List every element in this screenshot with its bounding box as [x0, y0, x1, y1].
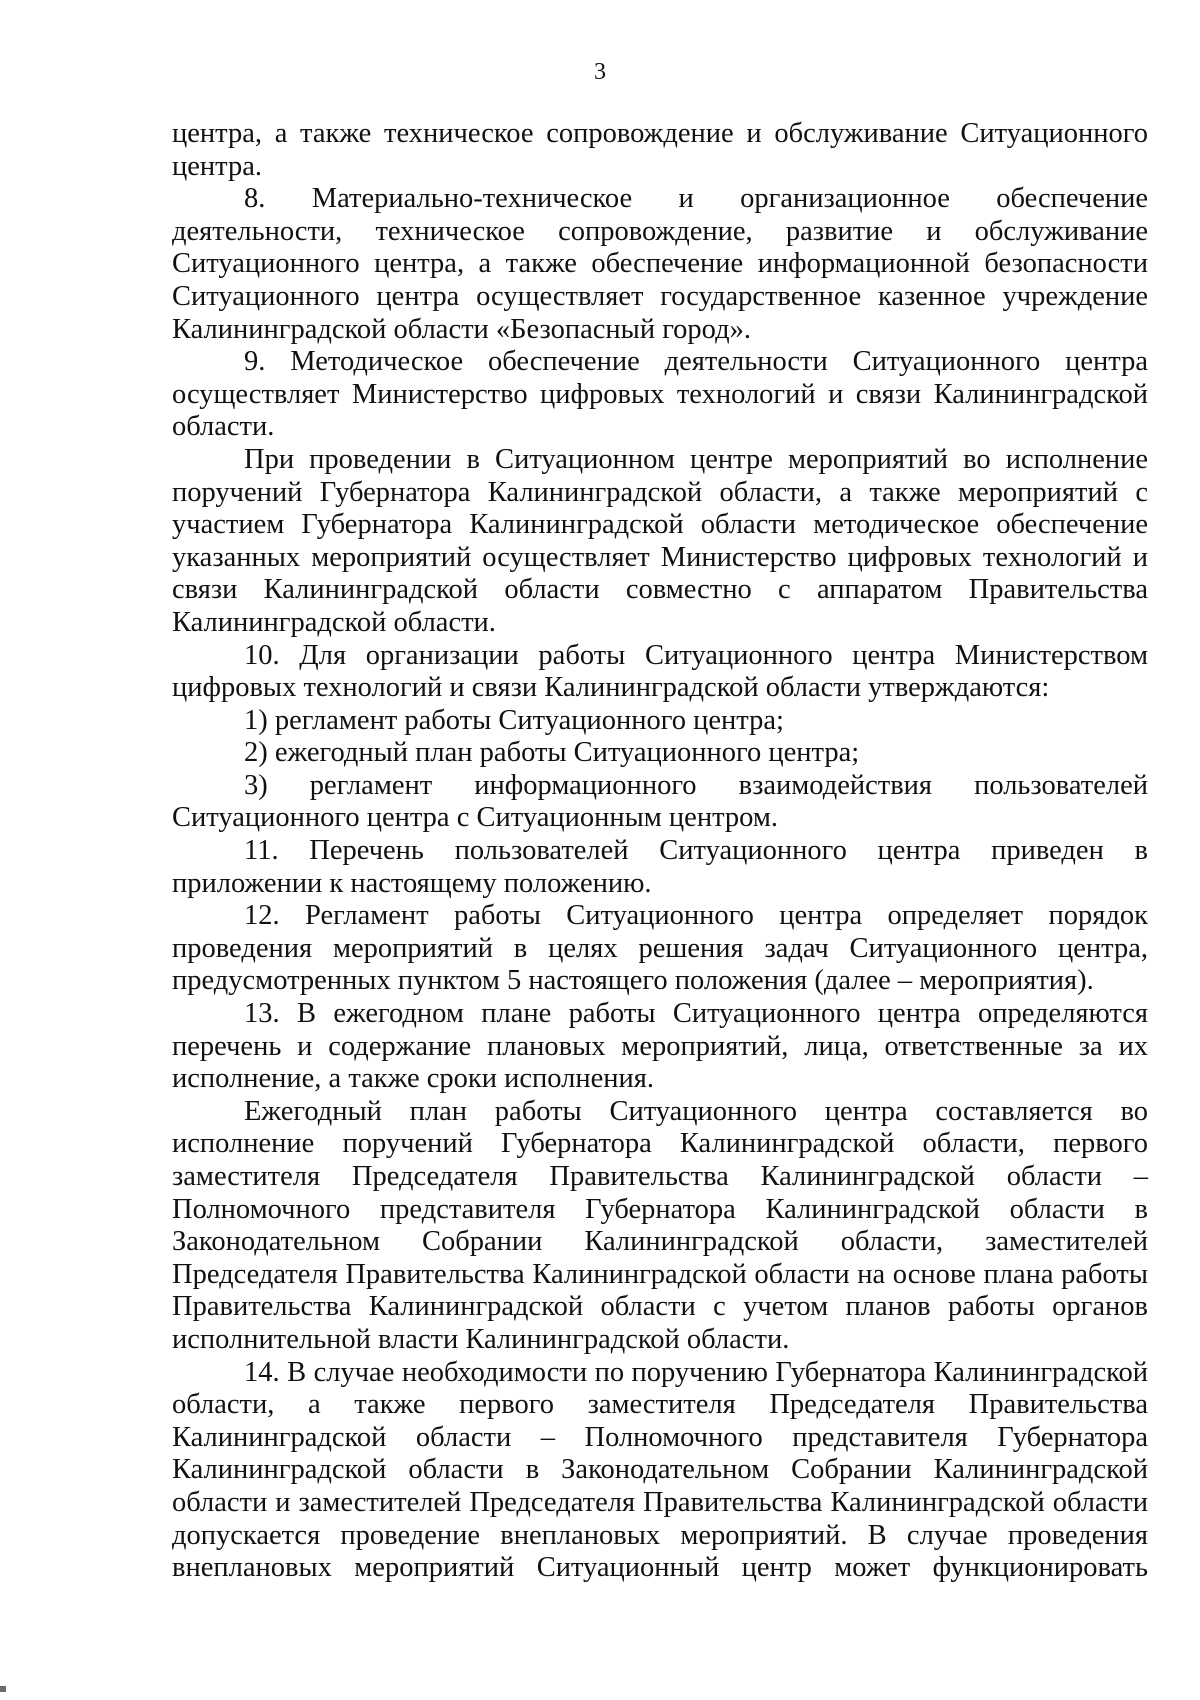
- paragraph-item-12: 12. Регламент работы Ситуационного центра определяет порядок проведения мероприятий в целях решения задач Ситуационного центра, предусмотренных пунктом 5 настоящего положения (далее – мероприятия).: [172, 900, 1148, 997]
- page-number: 3: [594, 59, 606, 85]
- paragraph-item-10: 10. Для организации работы Ситуационного центра Министерством цифровых технологий и связи Калининградской области утверждаются:: [172, 639, 1148, 704]
- list-item-3: 3) регламент информационного взаимодействия пользователей Ситуационного центра с Ситуационным центром.: [172, 769, 1148, 834]
- scan-margin-mark: [0, 1686, 6, 1692]
- paragraph-item-8: 8. Материально-техническое и организационное обеспечение деятельности, техническое сопровождение, развитие и обслуживание Ситуационного центра, а также обеспечение информационной безопасности Ситуационного центра осуществляет государственное казенное учреждение Калининградской области «Безопасный город».: [172, 183, 1148, 345]
- paragraph-item-13: 13. В ежегодном плане работы Ситуационного центра определяются перечень и содержание плановых мероприятий, лица, ответственные за их исполнение, а также сроки исполнения.: [172, 998, 1148, 1095]
- list-item-2: 2) ежегодный план работы Ситуационного центра;: [244, 737, 860, 769]
- list-item-1: 1) регламент работы Ситуационного центра;: [244, 704, 784, 736]
- paragraph-item-14: 14. В случае необходимости по поручению Губернатора Калининградской области, а также первого заместителя Председателя Правительства Калининградской области – Полномочного представителя Губернатора Калининградской области в Законодательном Собрании Калининградской области и заместителей Председателя Правительства Калининградской области допускается проведение внеплановых мероприятий. В случае проведения внеплановых мероприятий Ситуационный центр может функционировать: [172, 1356, 1148, 1584]
- paragraph-annual-plan: Ежегодный план работы Ситуационного центра составляется во исполнение поручений Губернатора Калининградской области, первого заместителя Председателя Правительства Калининградской области – Полномочного представителя Губернатора Калининградской области в Законодательном Собрании Калининградской области, заместителей Председателя Правительства Калининградской области на основе плана работы Правительства Калининградской области с учетом планов работы органов исполнительной власти Калининградской области.: [172, 1095, 1148, 1355]
- paragraph-methodical-support: При проведении в Ситуационном центре мероприятий во исполнение поручений Губернатора Калининградской области, а также мероприятий с участием Губернатора Калининградской области методическое обеспечение указанных мероприятий осуществляет Министерство цифровых технологий и связи Калининградской области совместно с аппаратом Правительства Калининградской области.: [172, 443, 1148, 638]
- paragraph-item-11: 11. Перечень пользователей Ситуационного центра приведен в приложении к настоящему положению.: [172, 835, 1148, 899]
- document-body: [172, 118, 1148, 1585]
- paragraph-continuation: центра, а также техническое сопровождение и обслуживание Ситуационного центра.: [172, 118, 1148, 182]
- paragraph-item-9: 9. Методическое обеспечение деятельности Ситуационного центра осуществляет Министерство цифровых технологий и связи Калининградской области.: [172, 346, 1148, 443]
